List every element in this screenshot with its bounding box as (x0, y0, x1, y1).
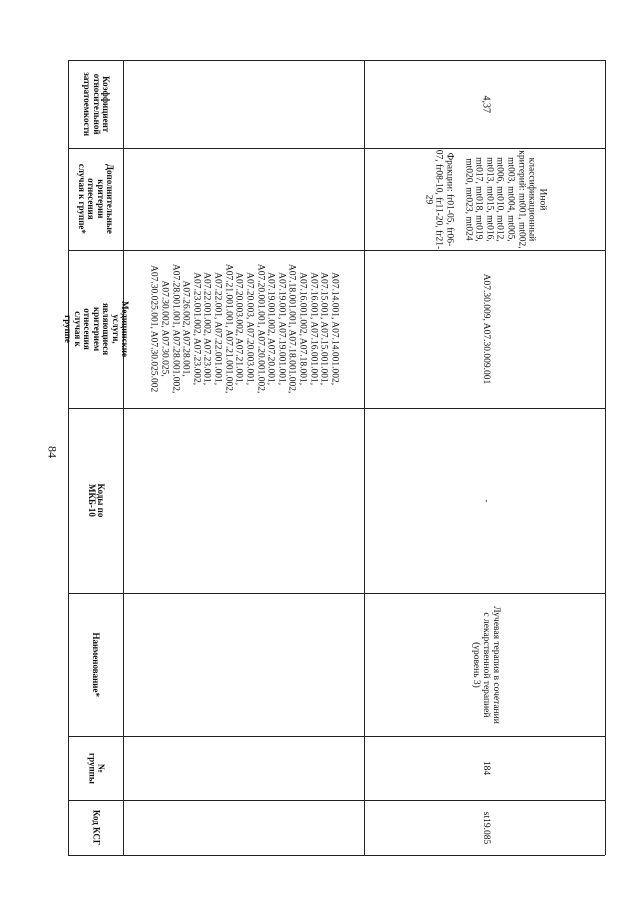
row-icd-codes: - (480, 498, 491, 503)
header-icd-codes: Коды по МКБ-10 (86, 483, 106, 518)
row-code: st19.085 (480, 811, 491, 844)
header-services: Медицинские услуги, являющиеся критерием отнесения случая к группе (62, 301, 130, 357)
table-border-bottom (68, 855, 605, 856)
table-border-right (605, 60, 606, 855)
row-coefficient: 4,37 (479, 95, 491, 113)
header-code: Код КСГ (91, 809, 102, 846)
header-additional: Дополнительные критерии отнесения случая к группе* (77, 163, 116, 235)
row-additional: Иной классификационный критерий: mt001, mt002, mt003, mt004, mt005, mt006, mt010, mt012, mt013, mt015, mt016, mt017, mt018, mt019, mt020, mt023, mt024 Фракции: fr01-05, fr06-07, fr08-10, fr11-20, fr21-29 (422, 149, 547, 249)
header-group-no: № группы (86, 752, 106, 784)
header-separator (123, 60, 124, 855)
row-group-no: 184 (480, 760, 491, 776)
row-name: Лучевая терапия в сочетании с лекарственной терапией (уровень 3) (470, 605, 501, 724)
page-number: 84 (45, 446, 60, 458)
continuation-services: A07.14.001, A07.14.001.002, A07.15.001, A07.15.001.001, A07.16.001, A07.16.001.001, A07.16.001.002, A07.18.001, A07.18.001.001, A07.18.001.002, A07.19.001, A07.19.001.001, A07.19.001.002, A07.20.001, A07.20.001.001, A07.20.001.002, A07.20.003, A07.20.003.001, A07.20.003.002, A07.21.001, A07.21.001.001, A07.21.001.002, A07.22.001, A07.22.001.001, A07.22.001.002, A07.23.001, A07.23.001.002, A07.23.002, A07.26.002, A07.28.001, A07.28.001.001, A07.28.001.002, A07.30.002, A07.30.025, A07.30.025.001, A07.30.025.002 (148, 264, 340, 394)
header-coefficient: Коэффициент относительной затратоемкости (81, 72, 111, 136)
tariff-table (62, 60, 605, 855)
row-services: A07.30.009, A07.30.009.001 (480, 273, 491, 385)
header-name: Наименование* (91, 632, 102, 697)
